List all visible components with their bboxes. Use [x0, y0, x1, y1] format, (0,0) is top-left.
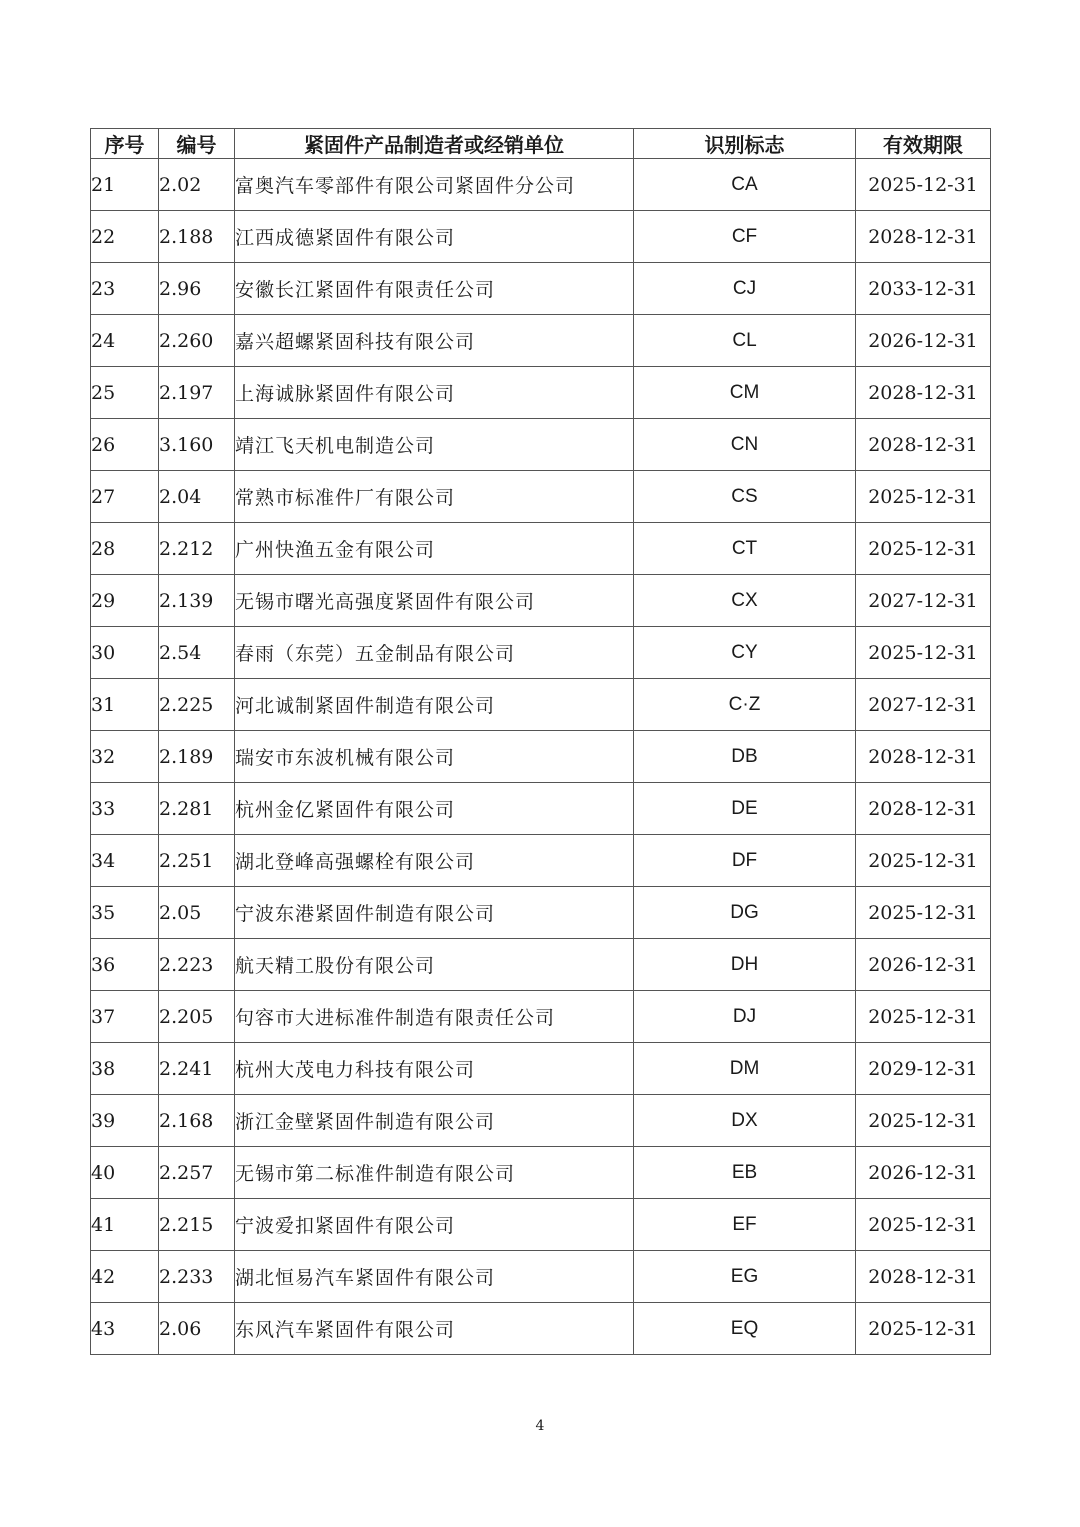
cell-serial: 36 [91, 939, 159, 991]
table-row [91, 1095, 991, 1147]
cell-code: 2.212 [159, 523, 235, 575]
cell-code: 2.06 [159, 1303, 235, 1355]
cell-serial: 21 [91, 159, 159, 211]
table-row [91, 159, 991, 211]
cell-serial: 29 [91, 575, 159, 627]
cell-mark: EQ [634, 1303, 856, 1355]
cell-serial: 42 [91, 1251, 159, 1303]
cell-mark: EB [634, 1147, 856, 1199]
table-row [91, 783, 991, 835]
cell-code: 2.02 [159, 159, 235, 211]
cell-mark: CS [634, 471, 856, 523]
cell-mark: CF [634, 211, 856, 263]
cell-code: 2.281 [159, 783, 235, 835]
cell-code: 2.260 [159, 315, 235, 367]
cell-mark: CX [634, 575, 856, 627]
cell-unit: 江西成德紧固件有限公司 [235, 211, 634, 263]
cell-serial: 23 [91, 263, 159, 315]
cell-mark: CJ [634, 263, 856, 315]
cell-unit: 靖江飞天机电制造公司 [235, 419, 634, 471]
cell-expiry: 2025-12-31 [856, 1095, 991, 1147]
cell-serial: 37 [91, 991, 159, 1043]
table-row [91, 887, 991, 939]
cell-serial: 32 [91, 731, 159, 783]
table-row [91, 263, 991, 315]
cell-mark: CA [634, 159, 856, 211]
cell-serial: 28 [91, 523, 159, 575]
cell-expiry: 2028-12-31 [856, 1251, 991, 1303]
cell-code: 2.188 [159, 211, 235, 263]
table-row [91, 1303, 991, 1355]
cell-unit: 宁波东港紧固件制造有限公司 [235, 887, 634, 939]
cell-code: 2.225 [159, 679, 235, 731]
cell-mark: DH [634, 939, 856, 991]
cell-code: 2.215 [159, 1199, 235, 1251]
cell-serial: 34 [91, 835, 159, 887]
table-row [91, 1043, 991, 1095]
cell-expiry: 2025-12-31 [856, 991, 991, 1043]
cell-expiry: 2025-12-31 [856, 887, 991, 939]
cell-mark: DF [634, 835, 856, 887]
cell-expiry: 2027-12-31 [856, 575, 991, 627]
cell-unit: 瑞安市东波机械有限公司 [235, 731, 634, 783]
cell-mark: C·Z [634, 679, 856, 731]
cell-serial: 31 [91, 679, 159, 731]
table-row [91, 627, 991, 679]
cell-mark: DB [634, 731, 856, 783]
cell-unit: 上海诚脉紧固件有限公司 [235, 367, 634, 419]
cell-mark: CY [634, 627, 856, 679]
cell-expiry: 2025-12-31 [856, 471, 991, 523]
cell-unit: 湖北登峰高强螺栓有限公司 [235, 835, 634, 887]
cell-code: 2.189 [159, 731, 235, 783]
cell-expiry: 2026-12-31 [856, 939, 991, 991]
cell-code: 2.205 [159, 991, 235, 1043]
cell-unit: 安徽长江紧固件有限责任公司 [235, 263, 634, 315]
table-row [91, 1147, 991, 1199]
page-number: 4 [535, 1418, 545, 1434]
cell-expiry: 2028-12-31 [856, 367, 991, 419]
cell-code: 2.139 [159, 575, 235, 627]
header-code: 编号 [159, 129, 235, 159]
cell-code: 2.241 [159, 1043, 235, 1095]
cell-unit: 杭州大茂电力科技有限公司 [235, 1043, 634, 1095]
cell-unit: 句容市大进标准件制造有限责任公司 [235, 991, 634, 1043]
table-row [91, 419, 991, 471]
cell-expiry: 2028-12-31 [856, 783, 991, 835]
cell-unit: 湖北恒易汽车紧固件有限公司 [235, 1251, 634, 1303]
cell-mark: DJ [634, 991, 856, 1043]
cell-serial: 38 [91, 1043, 159, 1095]
cell-unit: 无锡市曙光高强度紧固件有限公司 [235, 575, 634, 627]
cell-mark: DG [634, 887, 856, 939]
cell-serial: 24 [91, 315, 159, 367]
header-mark: 识别标志 [634, 129, 856, 159]
cell-expiry: 2026-12-31 [856, 1147, 991, 1199]
registry-table [90, 128, 991, 1355]
cell-serial: 39 [91, 1095, 159, 1147]
cell-unit: 宁波爱扣紧固件有限公司 [235, 1199, 634, 1251]
cell-unit: 浙江金壁紧固件制造有限公司 [235, 1095, 634, 1147]
cell-code: 2.251 [159, 835, 235, 887]
cell-unit: 常熟市标准件厂有限公司 [235, 471, 634, 523]
header-serial: 序号 [91, 129, 159, 159]
cell-serial: 40 [91, 1147, 159, 1199]
cell-code: 2.233 [159, 1251, 235, 1303]
table-row [91, 1251, 991, 1303]
cell-expiry: 2028-12-31 [856, 419, 991, 471]
cell-mark: CN [634, 419, 856, 471]
cell-expiry: 2026-12-31 [856, 315, 991, 367]
table-row [91, 575, 991, 627]
cell-serial: 41 [91, 1199, 159, 1251]
cell-code: 2.168 [159, 1095, 235, 1147]
cell-serial: 30 [91, 627, 159, 679]
cell-mark: CM [634, 367, 856, 419]
table-row [91, 471, 991, 523]
cell-unit: 河北诚制紧固件制造有限公司 [235, 679, 634, 731]
cell-unit: 东风汽车紧固件有限公司 [235, 1303, 634, 1355]
cell-expiry: 2028-12-31 [856, 731, 991, 783]
cell-serial: 43 [91, 1303, 159, 1355]
cell-mark: DX [634, 1095, 856, 1147]
cell-code: 2.197 [159, 367, 235, 419]
cell-unit: 广州快渔五金有限公司 [235, 523, 634, 575]
cell-code: 2.04 [159, 471, 235, 523]
cell-unit: 嘉兴超螺紧固科技有限公司 [235, 315, 634, 367]
cell-unit: 无锡市第二标准件制造有限公司 [235, 1147, 634, 1199]
cell-expiry: 2027-12-31 [856, 679, 991, 731]
cell-code: 2.96 [159, 263, 235, 315]
cell-serial: 25 [91, 367, 159, 419]
table-row [91, 315, 991, 367]
table-row [91, 1199, 991, 1251]
cell-unit: 春雨（东莞）五金制品有限公司 [235, 627, 634, 679]
cell-mark: CL [634, 315, 856, 367]
table-row [91, 523, 991, 575]
cell-expiry: 2029-12-31 [856, 1043, 991, 1095]
cell-serial: 27 [91, 471, 159, 523]
table-row [91, 211, 991, 263]
cell-expiry: 2025-12-31 [856, 835, 991, 887]
cell-expiry: 2025-12-31 [856, 159, 991, 211]
cell-mark: DM [634, 1043, 856, 1095]
cell-expiry: 2033-12-31 [856, 263, 991, 315]
cell-serial: 35 [91, 887, 159, 939]
cell-serial: 33 [91, 783, 159, 835]
cell-code: 3.160 [159, 419, 235, 471]
cell-mark: EG [634, 1251, 856, 1303]
cell-code: 2.223 [159, 939, 235, 991]
table-row [91, 679, 991, 731]
cell-expiry: 2028-12-31 [856, 211, 991, 263]
header-expiry: 有效期限 [856, 129, 991, 159]
cell-unit: 杭州金亿紧固件有限公司 [235, 783, 634, 835]
cell-mark: CT [634, 523, 856, 575]
cell-serial: 26 [91, 419, 159, 471]
table-row [91, 991, 991, 1043]
table-row [91, 835, 991, 887]
cell-expiry: 2025-12-31 [856, 1199, 991, 1251]
table-header-row [91, 129, 991, 159]
cell-unit: 航天精工股份有限公司 [235, 939, 634, 991]
table-row [91, 731, 991, 783]
cell-code: 2.05 [159, 887, 235, 939]
cell-mark: EF [634, 1199, 856, 1251]
cell-unit: 富奥汽车零部件有限公司紧固件分公司 [235, 159, 634, 211]
cell-serial: 22 [91, 211, 159, 263]
cell-code: 2.54 [159, 627, 235, 679]
table-row [91, 367, 991, 419]
cell-mark: DE [634, 783, 856, 835]
cell-expiry: 2025-12-31 [856, 627, 991, 679]
table-row [91, 939, 991, 991]
header-unit: 紧固件产品制造者或经销单位 [235, 129, 634, 159]
cell-code: 2.257 [159, 1147, 235, 1199]
cell-expiry: 2025-12-31 [856, 1303, 991, 1355]
cell-expiry: 2025-12-31 [856, 523, 991, 575]
